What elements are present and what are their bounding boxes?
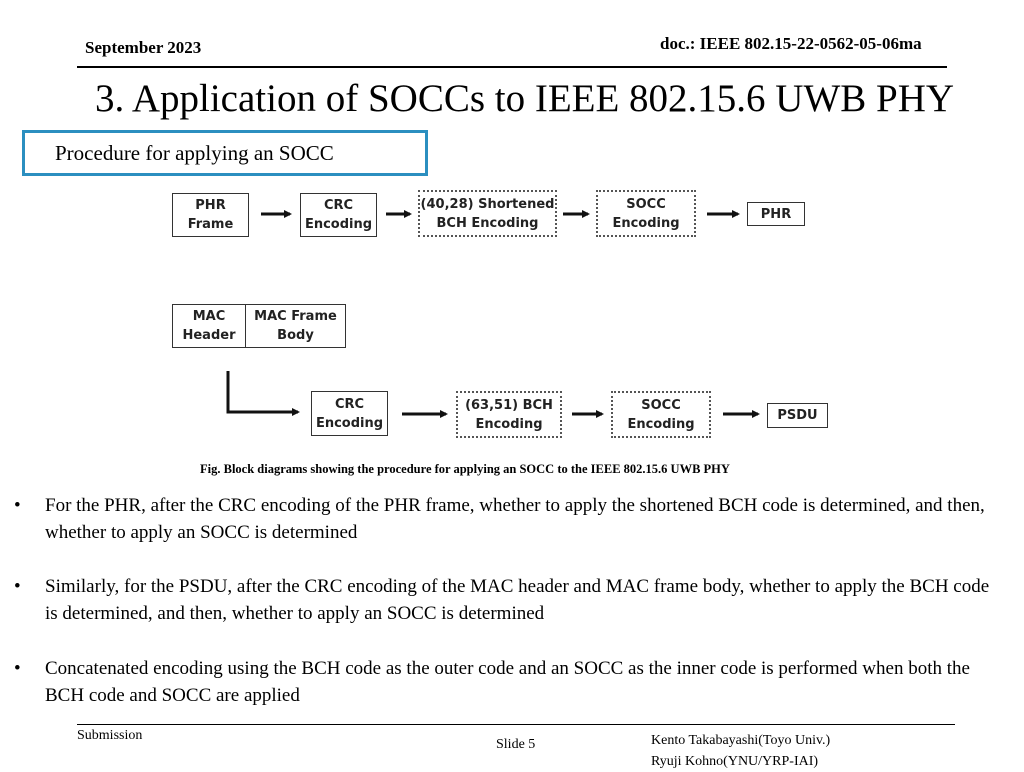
slide-title: 3. Application of SOCCs to IEEE 802.15.6 UWB PHY — [95, 77, 955, 120]
footer-slide-number: Slide 5 — [496, 737, 536, 752]
psdu-crc-block: CRC Encoding — [311, 391, 388, 436]
psdu-output-block: PSDU — [767, 403, 828, 428]
footer-author-1: Kento Takabayashi(Toyo Univ.) — [651, 733, 831, 748]
mac-body-block: MAC Frame Body — [245, 304, 346, 348]
bullet-marker: • — [14, 658, 21, 679]
phr-socc-block: SOCC Encoding — [596, 190, 696, 237]
phr-bch-block: (40,28) Shortened BCH Encoding — [418, 190, 557, 237]
mac-header-block: MAC Header — [172, 304, 246, 348]
footer-author-2: Ryuji Kohno(YNU/YRP-IAI) — [651, 754, 819, 769]
psdu-bch-block: (63,51) BCH Encoding — [456, 391, 562, 438]
phr-output-block: PHR — [747, 202, 805, 226]
footer-submission: Submission — [77, 728, 143, 743]
bullet-text: Concatenated encoding using the BCH code as the outer code and an SOCC as the inner code is performed when both the BCH code and SOCC are applied — [45, 658, 970, 706]
psdu-socc-block: SOCC Encoding — [611, 391, 711, 438]
figure-caption: Fig. Block diagrams showing the procedure for applying an SOCC to the IEEE 802.15.6 UWB PHY — [200, 462, 730, 476]
phr-crc-block: CRC Encoding — [300, 193, 377, 237]
header-date: September 2023 — [85, 38, 202, 57]
footer-divider — [77, 724, 955, 725]
bullet-marker: • — [14, 495, 21, 516]
procedure-label: Procedure for applying an SOCC — [55, 141, 334, 165]
bullet-text: For the PHR, after the CRC encoding of the PHR frame, whether to apply the shortened BCH code is determined, and then, whether to apply an SOCC is determined — [45, 495, 985, 543]
header-doc-id: doc.: IEEE 802.15-22-0562-05-06ma — [660, 34, 922, 53]
bullet-marker: • — [14, 576, 21, 597]
footer-authors — [651, 730, 830, 772]
arrow-mac-to-crc — [228, 371, 298, 412]
bullet-text: Similarly, for the PSDU, after the CRC encoding of the MAC header and MAC frame body, whether to apply the BCH code is determined, and then, whether to apply an SOCC is determined — [45, 576, 990, 624]
phr-frame-block: PHR Frame — [172, 193, 249, 237]
